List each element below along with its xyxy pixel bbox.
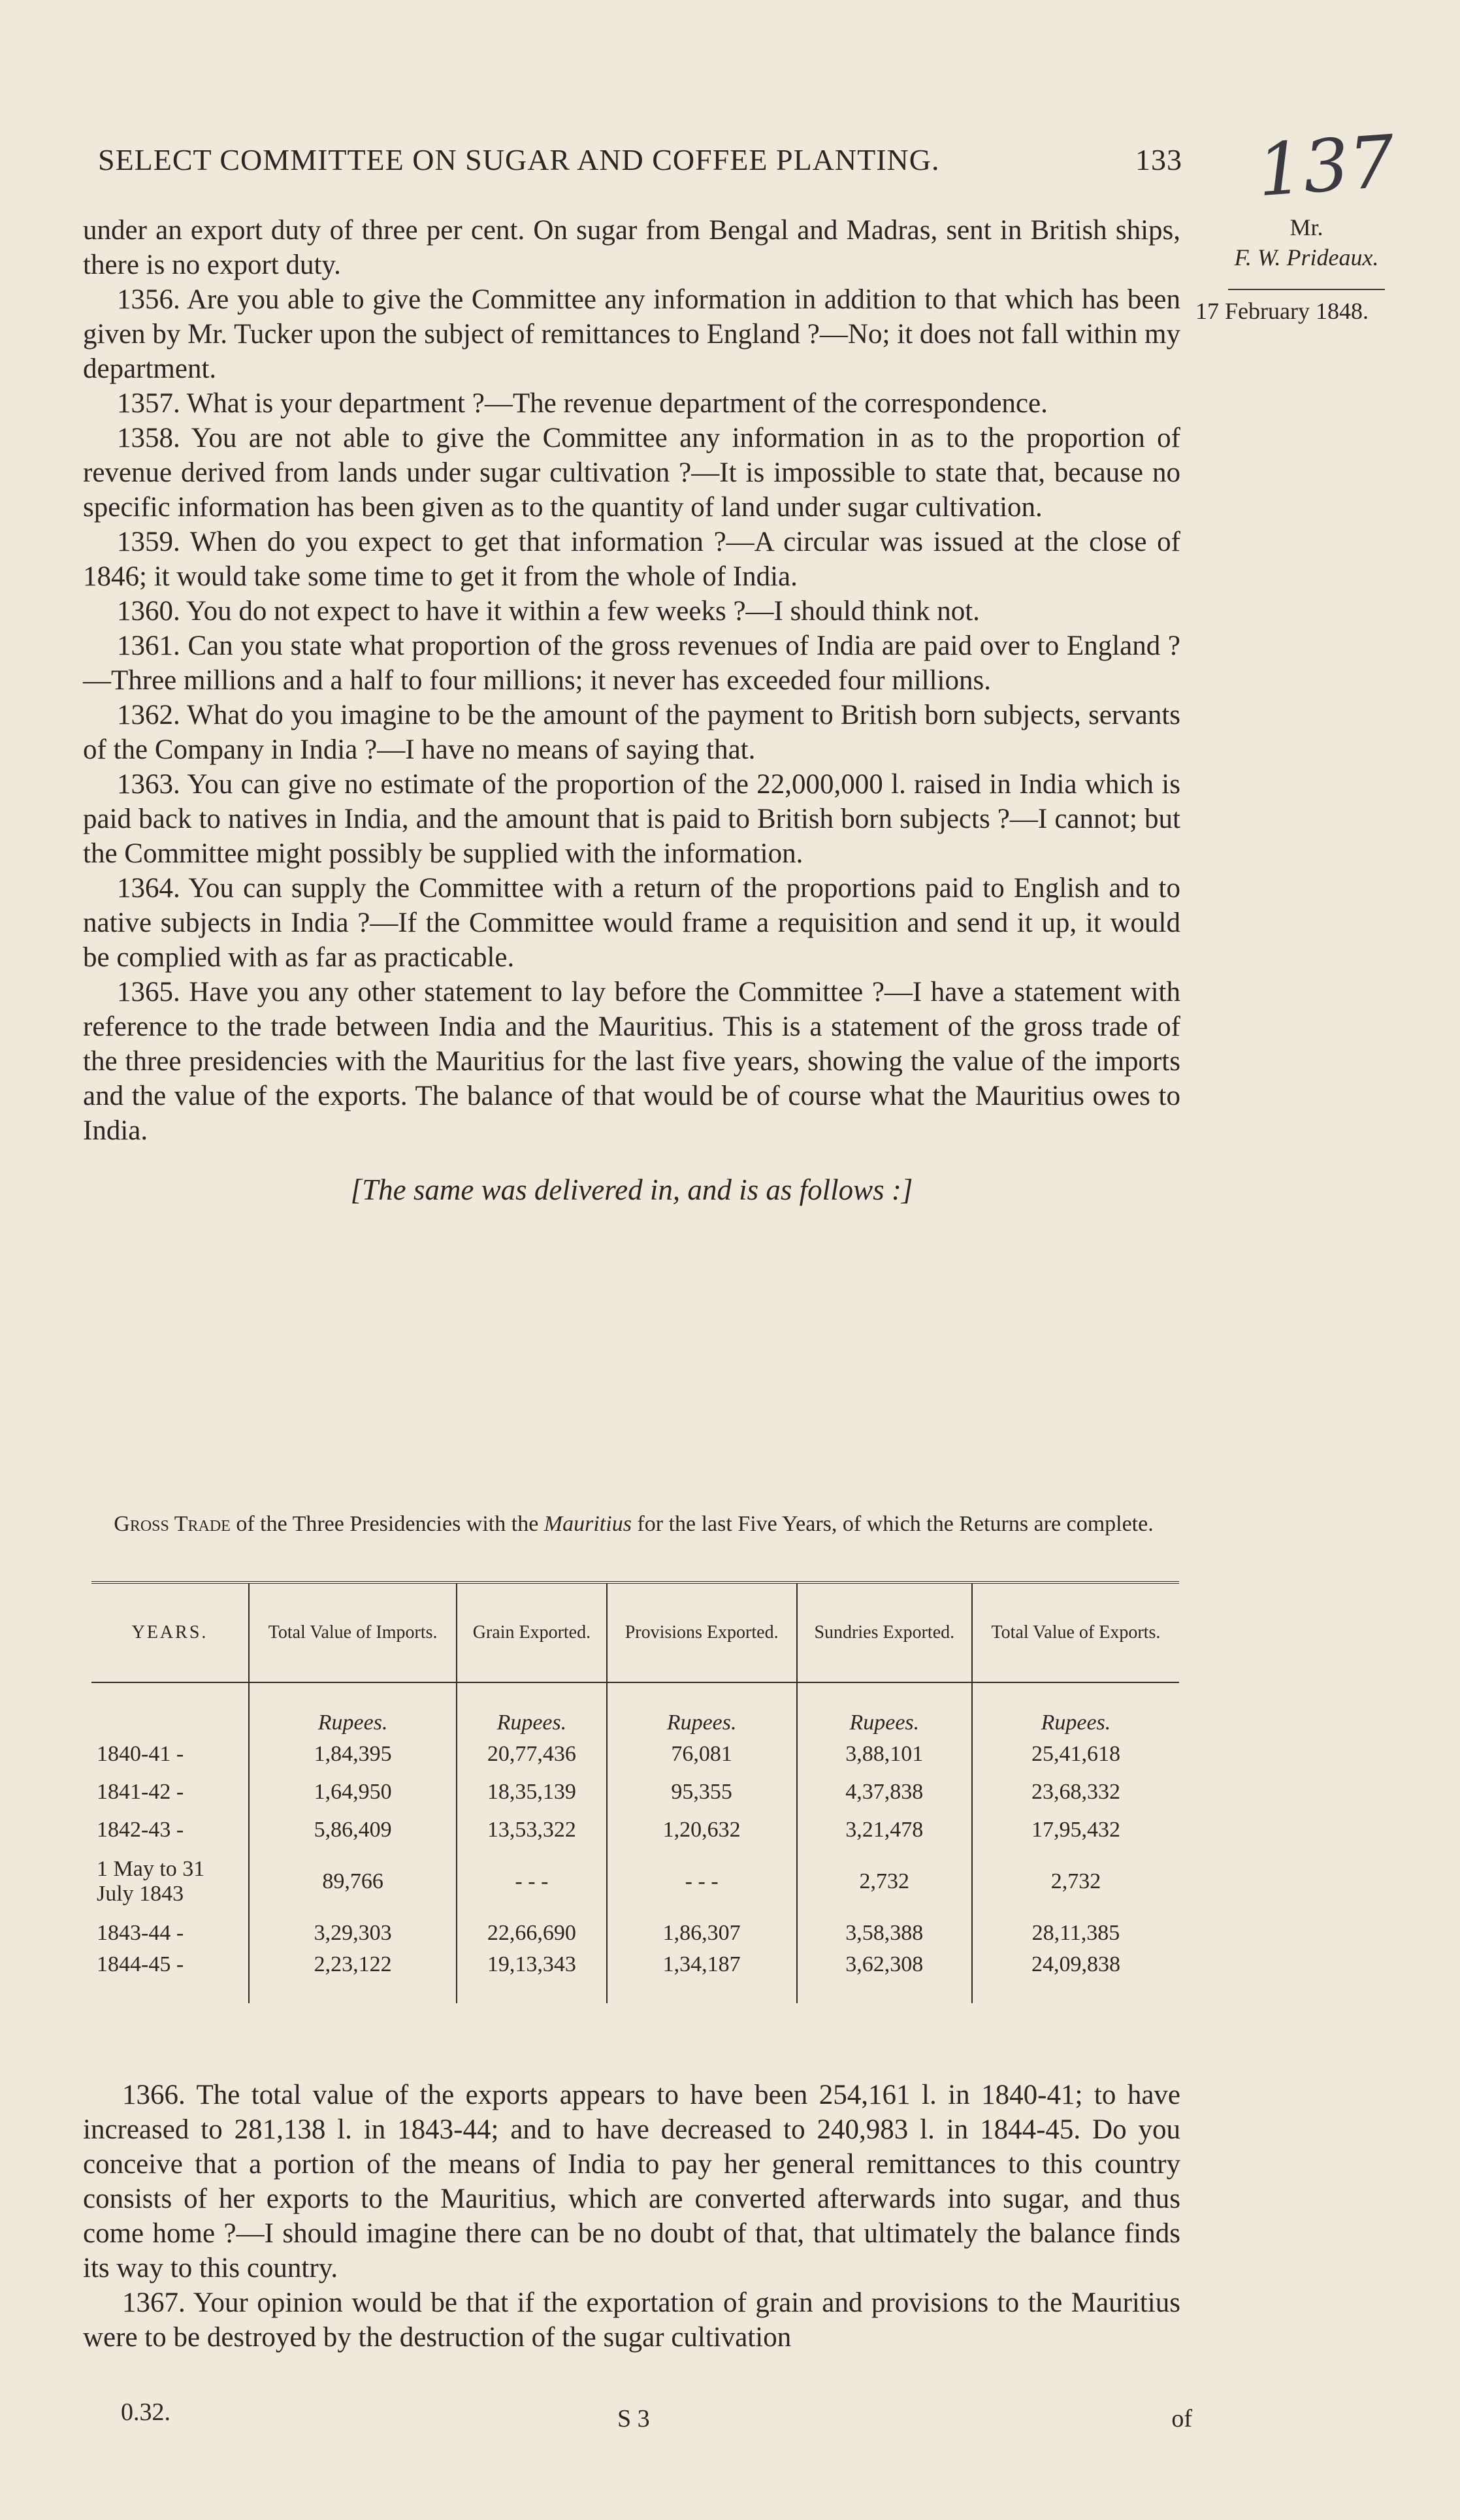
table-cell: Rupees. <box>797 1682 972 1735</box>
table-row <box>91 1914 1179 1952</box>
table-cell: 20,77,436 <box>457 1735 606 1773</box>
table-row <box>91 1811 1179 1849</box>
caption-rest: of the Three Presidencies with the <box>236 1512 539 1536</box>
delivered-note: [The same was delivered in, and is as follows :] <box>350 1173 913 1206</box>
col-header: Sundries Exported. <box>797 1582 972 1682</box>
table-cell: Rupees. <box>457 1682 606 1735</box>
table-cell: 3,29,303 <box>249 1914 457 1952</box>
col-header: Grain Exported. <box>457 1582 606 1682</box>
caption-lead: Gross Trade <box>114 1512 231 1536</box>
table-cell: Rupees. <box>607 1682 797 1735</box>
paragraph: 1356. Are you able to give the Committee any information in addition to that which has been given by Mr. Tucker upon the subject of remittances to England ?—No; it does not fall within my department. <box>83 284 1180 384</box>
table-row <box>91 1735 1179 1773</box>
paragraph: 1363. You can give no estimate of the proportion of the 22,000,000 l. raised in India which is paid back to natives in India, and the amount that is paid to British born subjects ?—I cannot; but the Committee might possibly be supplied with the information. <box>83 769 1180 869</box>
witness-title: Mr. <box>1290 214 1323 240</box>
col-header: Total Value of Imports. <box>249 1582 457 1682</box>
col-header: YEARS. <box>91 1582 249 1682</box>
table-caption <box>98 1509 1169 1539</box>
document-reference: 0.32. <box>121 2398 170 2426</box>
page-footer <box>121 2398 1192 2432</box>
table-cell: 1840-41 - <box>97 1742 184 1766</box>
table-cell: 1,34,187 <box>607 1952 797 2003</box>
table-cell: 89,766 <box>249 1849 457 1914</box>
units-row <box>91 1682 1179 1735</box>
table-cell: 1841-42 - <box>97 1780 184 1804</box>
paragraph: 1361. Can you state what proportion of the gross revenues of India are paid over to England ?—Three millions and a half to four millions; it never has exceeded four millions. <box>83 630 1180 696</box>
table-cell: 23,68,332 <box>972 1773 1179 1811</box>
table-header-row <box>91 1582 1179 1682</box>
table-row <box>91 1773 1179 1811</box>
col-header: Total Value of Exports. <box>972 1582 1179 1682</box>
table-cell: 3,21,478 <box>797 1811 972 1849</box>
paragraph: 1364. You can supply the Committee with a return of the proportions paid to English and to native subjects in India ?—If the Committee would frame a requisition and send it up, it would be complied with as far as practicable. <box>83 873 1180 973</box>
table-cell: 3,62,308 <box>797 1952 972 2003</box>
evidence-continued <box>83 2078 1180 2355</box>
table-cell: 22,66,690 <box>457 1914 606 1952</box>
table-cell: 1843-44 - <box>97 1921 184 1945</box>
table-cell: 2,732 <box>797 1849 972 1914</box>
paragraph: 1367. Your opinion would be that if the exportation of grain and provisions to the Mauritius were to be destroyed by the destruction of the sugar cultivation <box>83 2287 1180 2353</box>
paragraph: 1358. You are not able to give the Committee any information in as to the proportion of revenue derived from lands under sugar cultivation ?—It is impossible to state that, because no specific information has been given as to the quantity of land under sugar cultivation. <box>83 423 1180 523</box>
table-cell: 24,09,838 <box>972 1952 1179 2003</box>
paragraph: 1366. The total value of the exports appears to have been 254,161 l. in 1840-41; to have increased to 281,138 l. in 1843-44; and to have decreased to 240,983 l. in 1844-45. Do you conceive that a portion of the means of India to pay her general remittances to this country consists of her exports to the Mauritius, which are converted afterwards into sugar, and thus come home ?—I should imagine there can be no doubt of that, that ultimately the balance finds its way to this country. <box>83 2080 1180 2283</box>
table-cell: 3,88,101 <box>797 1735 972 1773</box>
witness-date: 17 February 1848. <box>1195 298 1369 324</box>
paragraph: under an export duty of three per cent. On sugar from Bengal and Madras, sent in British ships, there is no export duty. <box>83 215 1180 280</box>
table-cell: 4,37,838 <box>797 1773 972 1811</box>
paragraph: 1365. Have you any other statement to lay before the Committee ?—I have a statement with reference to the trade between India and the Mauritius. This is a statement of the gross trade of the three presidencies with the Mauritius for the last five years, showing the value of the imports and the value of the exports. The balance of that would be of course what the Mauritius owes to India. <box>83 977 1180 1146</box>
paragraph: 1360. You do not expect to have it within a few weeks ?—I should think not. <box>117 596 980 627</box>
table-cell: 28,11,385 <box>972 1914 1179 1952</box>
table-cell <box>91 1682 249 1735</box>
table-cell: Rupees. <box>972 1682 1179 1735</box>
trade-table <box>91 1581 1179 2003</box>
caption-tail: for the last Five Years, of which the Returns are complete. <box>637 1512 1154 1536</box>
table-cell: 2,23,122 <box>249 1952 457 2003</box>
table-cell: 76,081 <box>607 1735 797 1773</box>
caption-place: Mauritius <box>543 1512 632 1536</box>
table-cell: 1,20,632 <box>607 1811 797 1849</box>
table-cell: 2,732 <box>972 1849 1179 1914</box>
paragraph: 1359. When do you expect to get that information ?—A circular was issued at the close of 1846; it would take some time to get it from the whole of India. <box>83 527 1180 592</box>
running-header <box>98 142 1182 177</box>
witness-name: F. W. Prideaux. <box>1234 244 1379 270</box>
col-header: Provisions Exported. <box>607 1582 797 1682</box>
table-cell: 1,86,307 <box>607 1914 797 1952</box>
table-cell: 1,84,395 <box>249 1735 457 1773</box>
table-row <box>91 1952 1179 2003</box>
page-number: 133 <box>1135 143 1182 176</box>
table-cell: 5,86,409 <box>249 1811 457 1849</box>
margin-divider <box>1228 289 1385 290</box>
table-cell: 1842-43 - <box>97 1818 184 1842</box>
catchword: of <box>1171 2405 1192 2432</box>
table-row <box>91 1849 1179 1914</box>
paragraph: 1362. What do you imagine to be the amount of the payment to British born subjects, servants of the Company in India ?—I have no means of saying that. <box>83 700 1180 765</box>
witness-marginal-note <box>1209 212 1404 272</box>
table-cell: 95,355 <box>607 1773 797 1811</box>
table-cell: 1844-45 - <box>97 1952 184 1976</box>
table-cell: Rupees. <box>249 1682 457 1735</box>
printer-signature: S 3 <box>617 2405 650 2432</box>
table-cell: 13,53,322 <box>457 1811 606 1849</box>
table-cell: 3,58,388 <box>797 1914 972 1952</box>
table-cell: - - - <box>457 1849 606 1914</box>
table-cell: 1,64,950 <box>249 1773 457 1811</box>
paragraph: 1357. What is your department ?—The revenue department of the correspondence. <box>117 388 1048 419</box>
table-cell: 25,41,618 <box>972 1735 1179 1773</box>
table-cell: 19,13,343 <box>457 1952 606 2003</box>
header-title: SELECT COMMITTEE ON SUGAR AND COFFEE PLANTING. <box>98 143 940 176</box>
table-cell: 1 May to 31 July 1843 <box>97 1857 205 1906</box>
table-cell: - - - <box>607 1849 797 1914</box>
table-cell: 18,35,139 <box>457 1773 606 1811</box>
evidence-body <box>83 213 1180 1228</box>
handwritten-folio-number: 137 <box>1254 119 1398 213</box>
table-cell: 17,95,432 <box>972 1811 1179 1849</box>
